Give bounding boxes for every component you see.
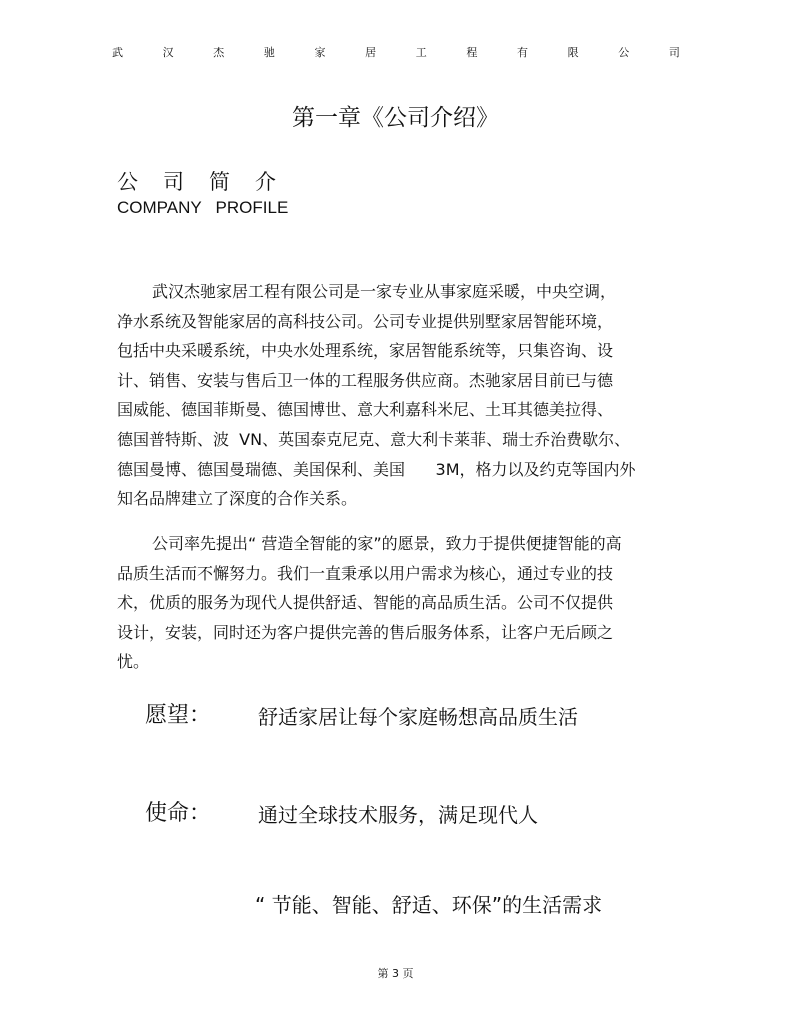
paragraph-line: 德国曼博、德国曼瑞德、美国保利、美国 3M，格力以及约克等国内外 [117,459,636,479]
mission-text-line1: 通过全球技术服务，满足现代人 [258,803,538,827]
paragraph-line: 德国普特斯、波 VN、英国泰克尼克、意大利卡莱菲、瑞士乔治费歇尔、 [117,429,631,449]
header-char: 武 [112,46,123,59]
company-intro-paragraph [117,277,662,514]
vision-text: 舒适家居让每个家庭畅想高品质生活 [258,705,578,729]
section-title-en: COMPANY PROFILE [117,198,289,217]
header-char: 驰 [263,46,275,59]
paragraph-line: 术，优质的服务为现代人提供舒适、智能的高品质生活。公司不仅提供 [117,593,614,613]
mission-text-line2: “ 节能、智能、舒适、环保”的生活需求 [255,893,603,917]
header-char: 有 [517,46,528,59]
company-vision-paragraph [117,529,662,677]
paragraph-line: 知名品牌建立了深度的合作关系。 [117,489,358,509]
paragraph-line: 忧。 [117,652,150,672]
chapter-title: 第一章《公司介绍》 [292,105,499,131]
header-char: 汉 [162,46,174,59]
header-char: 司 [668,46,680,59]
header-char: 居 [365,46,377,59]
paragraph-line: 品质生活而不懈努力。我们一直秉承以用户需求为核心，通过专业的技 [117,563,614,583]
header-char: 程 [466,46,478,59]
header-char: 限 [567,46,579,59]
paragraph-line: 公司率先提出“ 营造全智能的家”的愿景，致力于提供便捷智能的高 [152,534,622,553]
paragraph-line: 国威能、德国菲斯曼、德国博世、意大利嘉科米尼、土耳其德美拉得、 [117,400,614,420]
paragraph-line: 包括中央采暖系统，中央水处理系统，家居智能系统等，只集咨询、设 [117,341,614,361]
vision-label: 愿望： [145,703,212,728]
header-char: 家 [314,46,326,59]
section-title-char: 简 [209,170,230,194]
section-title-cn [117,166,276,196]
paragraph-line: 净水系统及智能家居的高科技公司。公司专业提供别墅家居智能环境， [117,311,614,331]
header-char: 工 [415,46,427,59]
paragraph-line: 计、销售、安装与售后卫一体的工程服务供应商。杰驰家居目前已与德 [117,370,614,390]
header-char: 杰 [213,46,225,59]
section-title-char: 公 [117,170,138,194]
paragraph-line: 设计，安装，同时还为客户提供完善的售后服务体系，让客户无后顾之 [117,622,614,642]
page-number: 第 3 页 [377,967,414,980]
paragraph-line: 武汉杰驰家居工程有限公司是一家专业从事家庭采暖，中央空调， [152,282,617,301]
page-header [112,44,680,60]
section-title-char: 介 [255,170,276,194]
section-title-char: 司 [163,170,184,194]
mission-label: 使命： [145,801,212,826]
header-char: 公 [618,46,630,59]
